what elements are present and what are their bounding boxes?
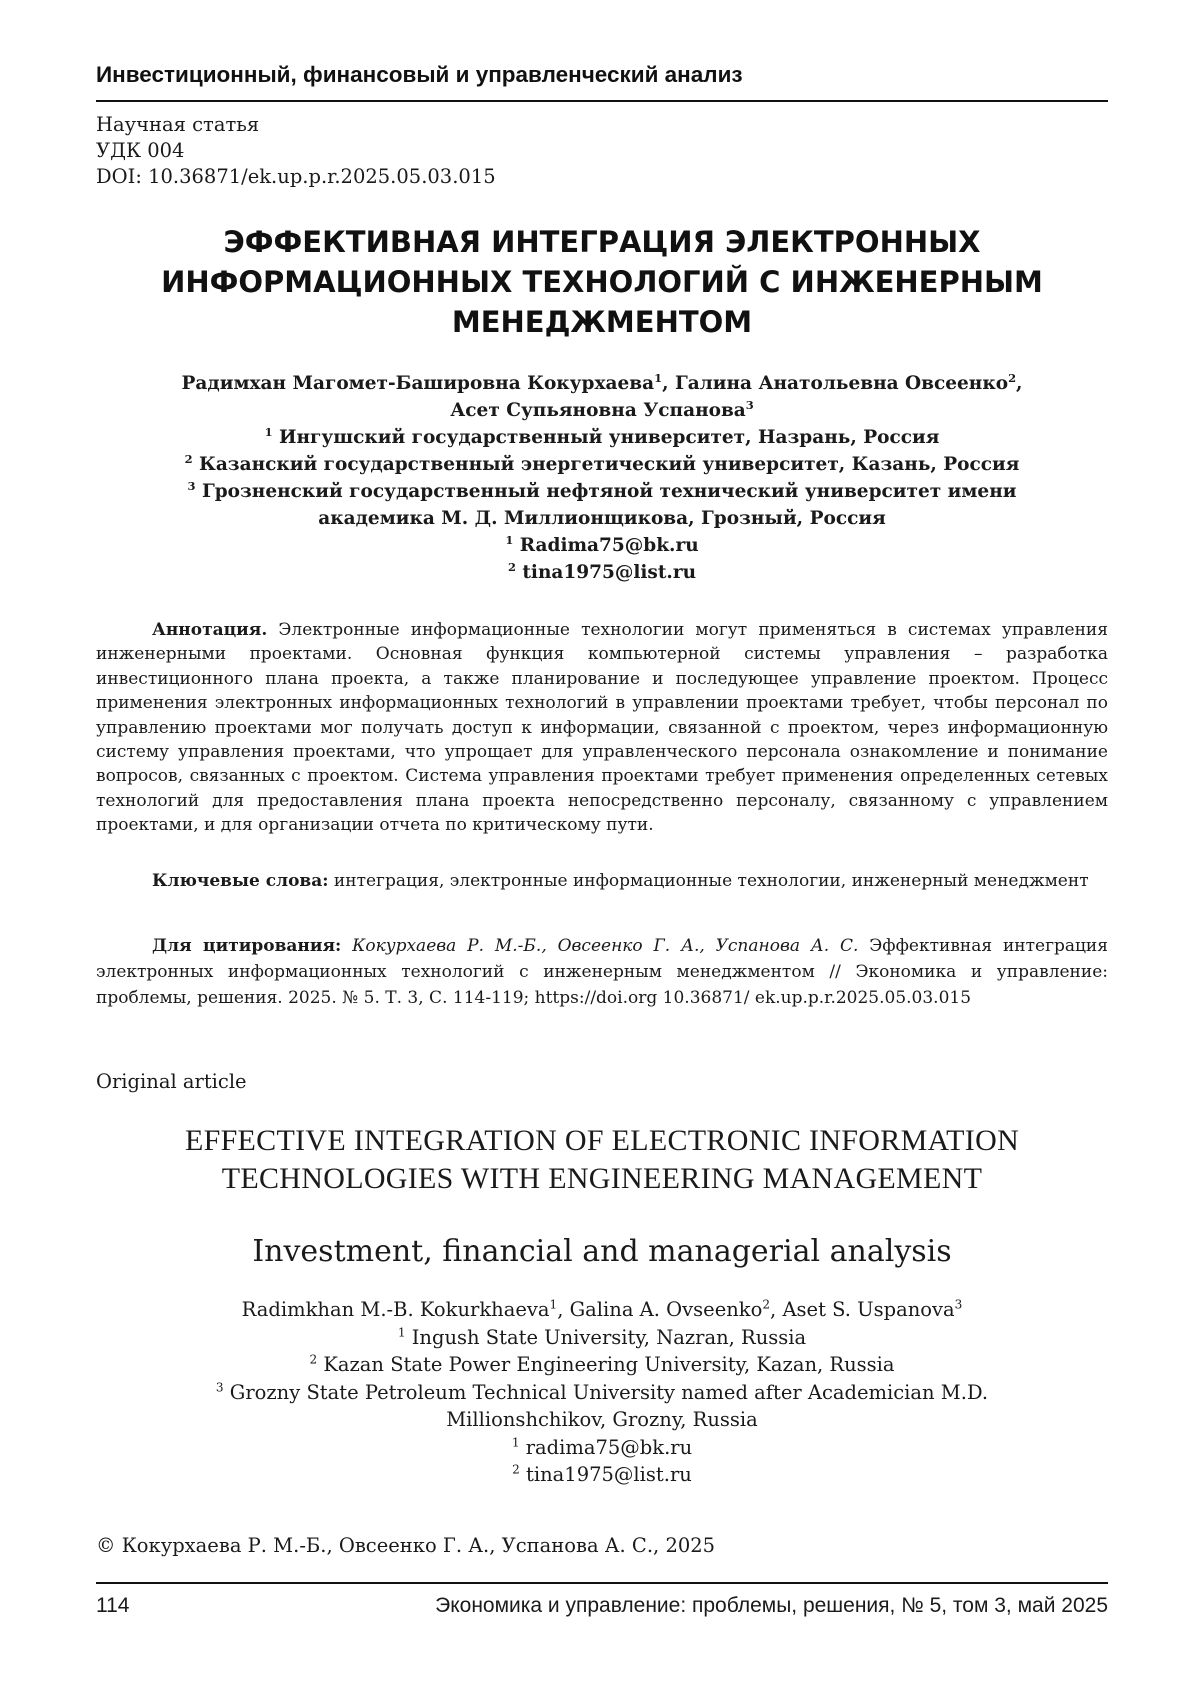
keywords xyxy=(96,869,1108,893)
abstract xyxy=(96,618,1108,838)
email-2-en[interactable] xyxy=(96,1461,1108,1489)
subtitle-en: Investment, financial and managerial analysis xyxy=(96,1234,1108,1269)
email-text[interactable]: tina1975@list.ru xyxy=(520,1463,692,1486)
authors-en-block xyxy=(96,1296,1108,1489)
email-text[interactable]: tina1975@list.ru xyxy=(516,562,696,583)
author-1-sup: 1 xyxy=(654,371,662,385)
author-3-en: Aset S. Uspanova xyxy=(782,1298,954,1321)
affiliation-text: Ингушский государственный университет, Назрань, Россия xyxy=(273,427,940,448)
affiliation-text: Ingush State University, Nazran, Russia xyxy=(406,1326,807,1349)
author-3-sup: 3 xyxy=(955,1298,963,1312)
email-sup: 1 xyxy=(505,533,513,547)
original-article-label: Original article xyxy=(96,1070,247,1093)
affiliation-text: Казанский государственный энергетический университет, Казань, Россия xyxy=(193,454,1020,475)
citation-text: Эффективная интеграция электронных информационных технологий с инженерным менеджментом // Экономика и управление: проблемы, решения. 2025. № 5. Т. 3, С. 114-119; https://doi.org 10.36871/ ek.up.p.r.2025.05.03.015 xyxy=(96,936,1108,1008)
affiliation-1-ru xyxy=(96,424,1108,451)
affiliation-sup: 2 xyxy=(185,452,193,466)
doi: DOI: 10.36871/ek.up.p.r.2025.05.03.015 xyxy=(96,164,496,190)
citation-label: Для цитирования: xyxy=(152,936,341,956)
author-2-sup: 2 xyxy=(762,1298,770,1312)
page-footer xyxy=(96,1594,1108,1618)
affiliation-3-en-cont: Millionshchikov, Grozny, Russia xyxy=(96,1406,1108,1434)
footer-divider xyxy=(96,1582,1108,1584)
email-sup: 2 xyxy=(508,560,516,574)
author-1-en: Radimkhan M.-B. Kokurkhaeva xyxy=(242,1298,550,1321)
journal-info: Экономика и управление: проблемы, решения, № 5, том 3, май 2025 xyxy=(435,1594,1108,1618)
affiliation-3-ru xyxy=(96,478,1108,505)
affiliation-text: Kazan State Power Engineering University, Kazan, Russia xyxy=(317,1353,894,1376)
email-sup: 2 xyxy=(512,1463,520,1477)
article-type: Научная статья xyxy=(96,112,496,138)
affiliation-sup: 1 xyxy=(398,1325,406,1339)
affiliation-3-en xyxy=(96,1379,1108,1407)
abstract-label: Аннотация. xyxy=(152,620,267,640)
author-2-sup: 2 xyxy=(1008,371,1016,385)
author-separator: , xyxy=(1016,373,1022,394)
authors-ru-block xyxy=(96,370,1108,586)
affiliation-3-ru-cont: академика М. Д. Миллионщикова, Грозный, Россия xyxy=(96,505,1108,532)
keywords-text: интеграция, электронные информационные технологии, инженерный менеджмент xyxy=(329,871,1089,891)
affiliation-text: Грозненский государственный нефтяной технический университет имени xyxy=(196,481,1017,502)
author-separator: , xyxy=(770,1298,782,1321)
author-2-en: Galina A. Ovseenko xyxy=(570,1298,763,1321)
author-3-sup: 3 xyxy=(746,398,754,412)
affiliation-sup: 3 xyxy=(188,479,196,493)
authors-ru-line-2 xyxy=(96,397,1108,424)
udc-code: УДК 004 xyxy=(96,138,496,164)
citation xyxy=(96,933,1108,1011)
abstract-text: Электронные информационные технологии могут применяться в системах управления инженерными проектами. Основная функция компьютерной системы управления – разработка инвестиционного плана проекта, а также планирование и последующее управление проектом. Процесс применения электронных информационных технологий в управлении проектами требует, чтобы персонал по управлению проектами мог получать доступ к информации, связанной с проектом, через информационную систему управления проектами, что упрощает для управленческого персонала ознакомление и понимание вопросов, связанных с проектом. Система управления проектами требует применения определенных сетевых технологий для предоставления плана проекта непосредственно персоналу, связанному с управлением проектами, и для организации отчета по критическому пути. xyxy=(96,620,1108,835)
email-sup: 1 xyxy=(512,1435,520,1449)
email-text[interactable]: Radima75@bk.ru xyxy=(513,535,698,556)
author-separator: , xyxy=(662,373,675,394)
affiliation-2-en xyxy=(96,1351,1108,1379)
author-separator: , xyxy=(557,1298,569,1321)
page-number: 114 xyxy=(96,1594,129,1618)
email-2-ru[interactable] xyxy=(96,559,1108,586)
authors-en-line xyxy=(96,1296,1108,1324)
authors-ru-line-1 xyxy=(96,370,1108,397)
title-ru: ЭФФЕКТИВНАЯ ИНТЕГРАЦИЯ ЭЛЕКТРОННЫХ ИНФОРМАЦИОННЫХ ТЕХНОЛОГИЙ С ИНЖЕНЕРНЫМ МЕНЕДЖМЕНТОМ xyxy=(96,222,1108,342)
affiliation-sup: 2 xyxy=(309,1353,317,1367)
affiliation-sup: 3 xyxy=(216,1380,224,1394)
copyright: © Кокурхаева Р. М.-Б., Овсеенко Г. А., Успанова А. С., 2025 xyxy=(96,1534,715,1557)
article-page xyxy=(0,0,1200,1698)
email-text[interactable]: radima75@bk.ru xyxy=(520,1436,693,1459)
author-3-ru: Асет Супьяновна Успанова xyxy=(450,400,746,421)
affiliation-text: Grozny State Petroleum Technical University named after Academician M.D. xyxy=(224,1381,989,1404)
email-1-en[interactable] xyxy=(96,1434,1108,1462)
section-header: Инвестиционный, финансовый и управленческий анализ xyxy=(96,62,1108,102)
article-meta xyxy=(96,112,496,190)
keywords-label: Ключевые слова: xyxy=(152,871,329,891)
affiliation-2-ru xyxy=(96,451,1108,478)
author-2-ru: Галина Анатольевна Овсеенко xyxy=(675,373,1008,394)
author-1-sup: 1 xyxy=(550,1298,558,1312)
author-1-ru: Радимхан Магомет-Башировна Кокурхаева xyxy=(182,373,655,394)
email-1-ru[interactable] xyxy=(96,532,1108,559)
title-en: EFFECTIVE INTEGRATION OF ELECTRONIC INFORMATION TECHNOLOGIES WITH ENGINEERING MANAGEMENT xyxy=(96,1122,1108,1198)
affiliation-sup: 1 xyxy=(265,425,273,439)
citation-authors: Кокурхаева Р. М.-Б., Овсеенко Г. А., Успанова А. С. xyxy=(341,936,858,956)
affiliation-1-en xyxy=(96,1324,1108,1352)
